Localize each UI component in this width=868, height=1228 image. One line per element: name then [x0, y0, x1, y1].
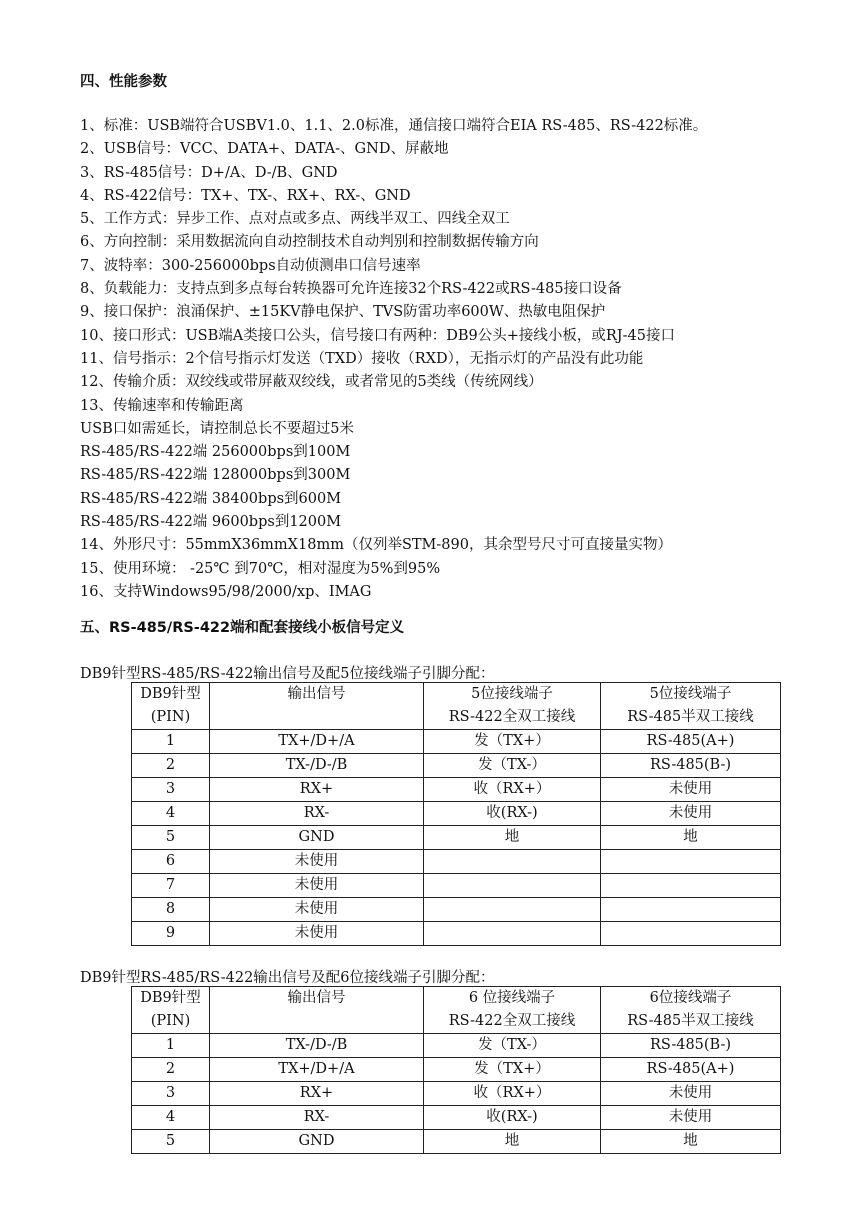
table-row [132, 826, 781, 850]
rs485-cell [601, 922, 781, 946]
header-pin-line1: DB9针型 [140, 686, 201, 702]
param-item: 5、工作方式：异步工作、点对点或多点、两线半双工、四线全双工 [80, 211, 510, 228]
signal-cell: RX+ [210, 1082, 424, 1106]
table-row [132, 898, 781, 922]
table-row [132, 1106, 781, 1130]
table-2-caption: DB9针型RS-485/RS-422输出信号及配6位接线端子引脚分配： [80, 970, 495, 986]
rs485-cell: 未使用 [601, 1082, 781, 1106]
header-422 [424, 683, 601, 730]
signal-cell: 未使用 [210, 922, 424, 946]
section-4-heading: 四、性能参数 [80, 74, 167, 90]
pin-cell: 5 [132, 1130, 210, 1154]
param-item: RS-485/RS-422端 38400bps到600M [80, 490, 342, 507]
rs485-cell: 未使用 [601, 1106, 781, 1130]
param-item: 8、负载能力：支持点到多点每台转换器可允许连接32个RS-422或RS-485接口设备 [80, 281, 622, 298]
table-1-caption: DB9针型RS-485/RS-422输出信号及配5位接线端子引脚分配： [80, 666, 495, 682]
table-row [132, 1034, 781, 1058]
rs485-cell [601, 850, 781, 874]
pin-cell: 4 [132, 1106, 210, 1130]
rs485-cell: RS-485(A+) [601, 730, 781, 754]
rs422-cell: 发（TX-） [424, 754, 601, 778]
signal-cell: GND [210, 1130, 424, 1154]
param-item: RS-485/RS-422端 128000bps到300M [80, 467, 351, 484]
signal-cell: 未使用 [210, 898, 424, 922]
pin-cell: 8 [132, 898, 210, 922]
param-item: 11、信号指示：2个信号指示灯发送（TXD）接收（RXD），无指示灯的产品没有此功能 [80, 350, 644, 367]
param-item: 14、外形尺寸：55mmX36mmX18mm（仅列举STM-890，其余型号尺寸可直接量实物） [80, 537, 672, 554]
param-item: 13、传输速率和传输距离 [80, 397, 244, 414]
rs422-cell: 地 [424, 1130, 601, 1154]
param-item: 10、接口形式：USB端A类接口公头，信号接口有两种：DB9公头+接线小板，或RJ-45接口 [80, 327, 675, 344]
header-pin-line2: (PIN) [150, 709, 191, 725]
rs422-cell [424, 898, 601, 922]
header-signal: 输出信号 [210, 987, 424, 1034]
signal-cell: RX- [210, 1106, 424, 1130]
signal-cell: TX-/D-/B [210, 754, 424, 778]
header-485-line1: 5位接线端子 [649, 686, 732, 702]
header-pin [132, 683, 210, 730]
param-item: 12、传输介质：双绞线或带屏蔽双绞线，或者常见的5类线（传统网线） [80, 374, 543, 391]
rs485-cell: 未使用 [601, 778, 781, 802]
rs485-cell [601, 874, 781, 898]
param-item: 3、RS-485信号：D+/A、D-/B、GND [80, 164, 338, 181]
table-row [132, 730, 781, 754]
header-422-line1: 6 位接线端子 [468, 990, 556, 1006]
rs422-cell [424, 922, 601, 946]
param-item: 16、支持Windows95/98/2000/xp、IMAG [80, 583, 372, 600]
table-row [132, 850, 781, 874]
header-485 [601, 683, 781, 730]
param-item: 6、方向控制：采用数据流向自动控制技术自动判别和控制数据传输方向 [80, 234, 539, 251]
header-signal: 输出信号 [210, 683, 424, 730]
table-row [132, 802, 781, 826]
rs422-cell: 收(RX-) [424, 1106, 601, 1130]
signal-cell: RX- [210, 802, 424, 826]
signal-cell: 未使用 [210, 850, 424, 874]
pin-cell: 4 [132, 802, 210, 826]
header-pin-line2: (PIN) [150, 1013, 191, 1029]
table-row [132, 1082, 781, 1106]
param-item: RS-485/RS-422端 9600bps到1200M [80, 514, 342, 531]
signal-cell: 未使用 [210, 874, 424, 898]
pin-cell: 7 [132, 874, 210, 898]
pin-cell: 9 [132, 922, 210, 946]
table-row [132, 1058, 781, 1082]
pin-cell: 3 [132, 1082, 210, 1106]
rs422-cell [424, 850, 601, 874]
table-row [132, 922, 781, 946]
table-row [132, 778, 781, 802]
rs422-cell [424, 874, 601, 898]
table-header-row [132, 683, 781, 730]
header-422-line2: RS-422全双工接线 [448, 709, 576, 725]
pin-table-5-terminal [131, 682, 781, 946]
pin-cell: 5 [132, 826, 210, 850]
param-item: 2、USB信号：VCC、DATA+、DATA-、GND、屏蔽地 [80, 141, 449, 158]
section-5-heading: 五、RS-485/RS-422端和配套接线小板信号定义 [80, 620, 405, 636]
rs485-cell: RS-485(A+) [601, 1058, 781, 1082]
header-pin [132, 987, 210, 1034]
pin-cell: 2 [132, 1058, 210, 1082]
rs422-cell: 地 [424, 826, 601, 850]
pin-table-6-terminal [131, 986, 781, 1154]
header-422-line2: RS-422全双工接线 [448, 1013, 576, 1029]
signal-cell: TX+/D+/A [210, 730, 424, 754]
param-item: RS-485/RS-422端 256000bps到100M [80, 444, 351, 461]
pin-cell: 1 [132, 730, 210, 754]
header-pin-line1: DB9针型 [140, 990, 201, 1006]
param-item: 4、RS-422信号：TX+、TX-、RX+、RX-、GND [80, 187, 411, 204]
param-item: 9、接口保护：浪涌保护、±15KV静电保护、TVS防雷功率600W、热敏电阻保护 [80, 304, 606, 321]
param-item: 7、波特率：300-256000bps自动侦测串口信号速率 [80, 257, 421, 274]
rs485-cell: 地 [601, 1130, 781, 1154]
pin-cell: 2 [132, 754, 210, 778]
table-header-row [132, 987, 781, 1034]
header-485-line2: RS-485半双工接线 [627, 1013, 754, 1029]
param-item: 1、标准：USB端符合USBV1.0、1.1、2.0标准，通信接口端符合EIA RS-485、RS-422标准。 [80, 118, 708, 134]
table-row [132, 754, 781, 778]
signal-cell: GND [210, 826, 424, 850]
pin-cell: 1 [132, 1034, 210, 1058]
rs422-cell: 收（RX+） [424, 1082, 601, 1106]
rs485-cell: RS-485(B-) [601, 754, 781, 778]
rs485-cell: 未使用 [601, 802, 781, 826]
header-422 [424, 987, 601, 1034]
pin-cell: 6 [132, 850, 210, 874]
rs422-cell: 收(RX-) [424, 802, 601, 826]
table-row [132, 874, 781, 898]
rs485-cell: 地 [601, 826, 781, 850]
table-1-body [132, 730, 781, 946]
rs422-cell: 收（RX+） [424, 778, 601, 802]
param-item: 15、使用环境： -25℃ 到70℃，相对湿度为5%到95% [80, 560, 441, 577]
param-item: USB口如需延长，请控制总长不要超过5米 [80, 420, 355, 437]
signal-cell: TX-/D-/B [210, 1034, 424, 1058]
header-422-line1: 5位接线端子 [471, 686, 553, 702]
header-485-line2: RS-485半双工接线 [627, 709, 754, 725]
rs485-cell: RS-485(B-) [601, 1034, 781, 1058]
pin-cell: 3 [132, 778, 210, 802]
table-2-body [132, 1034, 781, 1154]
rs422-cell: 发（TX-） [424, 1034, 601, 1058]
performance-parameter-list [80, 116, 707, 605]
rs485-cell [601, 898, 781, 922]
rs422-cell: 发（TX+） [424, 1058, 601, 1082]
signal-cell: RX+ [210, 778, 424, 802]
table-row [132, 1130, 781, 1154]
signal-cell: TX+/D+/A [210, 1058, 424, 1082]
rs422-cell: 发（TX+） [424, 730, 601, 754]
header-485-line1: 6位接线端子 [649, 990, 732, 1006]
header-485 [601, 987, 781, 1034]
